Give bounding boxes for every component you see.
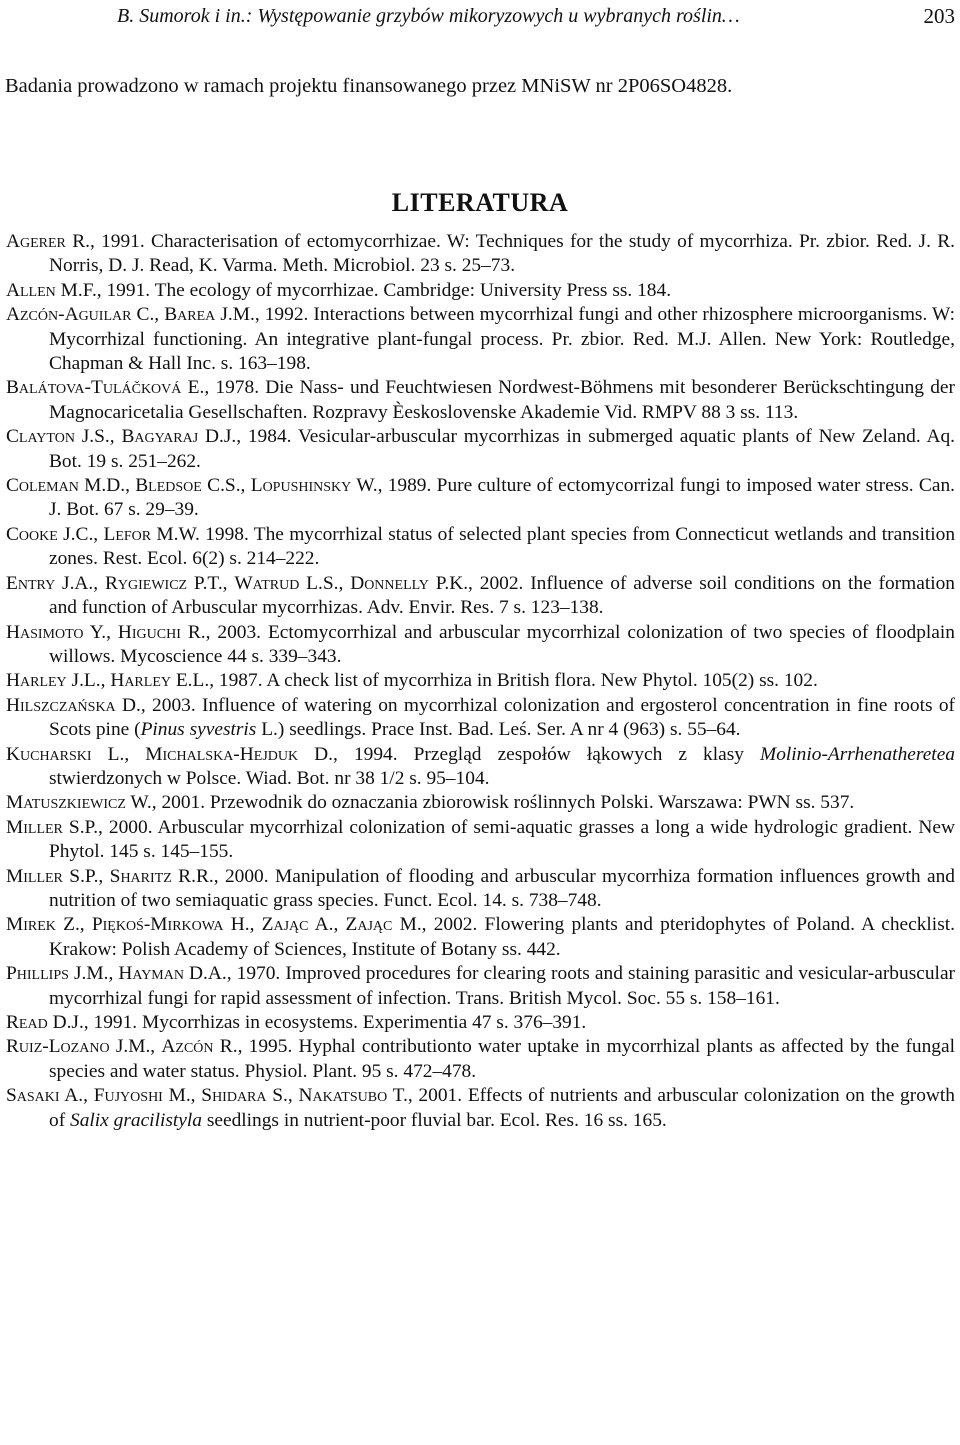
reference-entry (6, 425, 955, 474)
reference-text: R., 1995. Hyphal contributionto water uptake in mycorrhizal plants as affected by the fungal species and water status. Physiol. Plant. 95 s. 472–478. (49, 1036, 955, 1082)
reference-entry (6, 230, 955, 279)
reference-author: Harley (110, 670, 171, 692)
reference-text: J.S., (74, 426, 122, 448)
reference-text: M.W. 1998. The mycorrhizal status of selected plant species from Connecticut wetlands and transition zones. Rest. Ecol. 6(2) s. 214–222. (49, 523, 956, 570)
reference-entry (6, 523, 955, 572)
reference-text: Z., (55, 914, 92, 936)
reference-author: Azcón-Aguilar (6, 304, 132, 326)
reference-author: Mirek (6, 914, 56, 936)
reference-text: J.A., (55, 572, 105, 594)
reference-entry (6, 279, 955, 303)
reference-author: Fujyoshi (93, 1085, 163, 1107)
reference-text: S.P., (62, 865, 110, 887)
reference-text: J.M., (68, 963, 119, 985)
reference-text: Y., (83, 621, 118, 643)
reference-author: Miller (6, 816, 63, 838)
reference-author: Higuchi (117, 621, 181, 643)
reference-author: Nakatsubo (298, 1085, 388, 1107)
reference-text: S., (266, 1085, 299, 1107)
reference-author: Barea (164, 304, 216, 326)
reference-author: Hasimoto (6, 621, 84, 643)
reference-text: seedlings in nutrient-poor fluvial bar. Ecol. Res. 16 ss. 165. (201, 1109, 667, 1131)
reference-text: D., 2003. Influence of watering on mycorrhizal colonization and ergosterol concentration in fine roots of Scots pine ( (49, 694, 955, 741)
reference-entry (6, 1035, 955, 1084)
reference-entry (6, 474, 955, 523)
reference-species-name: Molinio-Arrhenatheretea (760, 743, 955, 765)
reference-entry (6, 791, 955, 815)
reference-entry (6, 913, 955, 962)
reference-text: M., 2002. Flowering plants and pteridophytes of Poland. A checklist. Krakow: Polish Academy of Sciences, Institute of Botany ss. 442. (49, 914, 955, 960)
reference-text: stwierdzonych w Polsce. Wiad. Bot. nr 38 1/2 s. 95–104. (49, 767, 490, 789)
reference-entry (6, 1011, 955, 1035)
reference-text: J.M., (109, 1036, 162, 1058)
reference-author: Coleman (6, 475, 79, 497)
reference-author: Phillips (6, 963, 69, 985)
running-title: B. Sumorok i in.: Występowanie grzybów mikoryzowych u wybranych roślin… (117, 5, 740, 27)
reference-text: S.P., 2000. Arbuscular mycorrhizal colonization of semi-aquatic grasses a long a wide hydrologic gradient. New Phytol. 145 s. 145–155. (49, 816, 955, 863)
reference-author: Matuszkiewicz (6, 792, 126, 814)
reference-entry (6, 1084, 955, 1133)
reference-author: Balátova-Tuláčková (6, 377, 182, 399)
reference-text: R., 1991. Characterisation of ectomycorrhizae. W: Techniques for the study of mycorrhiza. Pr. zbior. Red. J. R. Norris, D. J. Read, K. Varma. Meth. Microbiol. 23 s. 25–73. (49, 231, 955, 277)
reference-text: R.R., 2000. Manipulation of flooding and arbuscular mycorrhiza formation influences growth and nutrition of two semiaquatic grass species. Funct. Ecol. 14. s. 738–748. (49, 865, 955, 911)
reference-text: L.) seedlings. Prace Inst. Bad. Leś. Ser. A nr 4 (963) s. 55–64. (256, 719, 741, 741)
reference-entry (6, 621, 955, 670)
reference-author: Harley (6, 670, 67, 692)
reference-text: M.F., 1991. The ecology of mycorrhizae. Cambridge: University Press ss. 184. (55, 279, 672, 301)
reference-author: Read (6, 1012, 48, 1033)
reference-text: A., (59, 1085, 94, 1107)
reference-author: Lopushinsky (250, 475, 352, 497)
reference-entry (6, 865, 955, 914)
reference-author: Miller (6, 865, 63, 887)
funding-note: Badania prowadzono w ramach projektu finansowanego przez MNiSW nr 2P06SO4828. (5, 75, 733, 97)
reference-text: M.D., (78, 475, 136, 497)
reference-author: Michalska-Hejduk (145, 743, 299, 765)
reference-text: A., (308, 914, 346, 936)
reference-text: P.T., (187, 572, 235, 594)
reference-text: D.A., 1970. Improved procedures for clearing roots and staining parasitic and vesicular-arbuscular mycorrhizal fungi for rapid assessment of infection. Trans. British Mycol. Soc. 55 s. 158–161. (49, 963, 956, 1009)
reference-text: H., (223, 914, 262, 936)
reference-text: W., 2001. Przewodnik do oznaczania zbiorowisk roślinnych Polski. Warszawa: PWN ss. 537. (125, 792, 855, 814)
reference-author: Zając (261, 914, 309, 936)
reference-author: Kucharski (6, 743, 92, 765)
reference-author: Bagyaraj (121, 426, 199, 448)
reference-author: Bledsoe (135, 475, 202, 497)
reference-text: C., (131, 304, 165, 326)
reference-text: L.S., (299, 572, 351, 594)
reference-entry (6, 669, 955, 693)
section-heading: LITERATURA (391, 187, 569, 217)
reference-entry (6, 694, 955, 743)
reference-text: W., 1989. Pure culture of ectomycorrizal fungi to imposed water stress. Can. J. Bot. 67 s. 29–39. (49, 475, 956, 521)
reference-author: Rygiewicz (104, 572, 188, 594)
reference-author: Shidara (201, 1085, 267, 1107)
reference-author: Sharitz (109, 865, 172, 887)
reference-author: Donnelly (350, 572, 429, 594)
reference-text: R., 2003. Ectomycorrhizal and arbuscular mycorrhizal colonization of two species of floodplain willows. Mycoscience 44 s. 339–343. (49, 621, 955, 667)
reference-entry (6, 743, 955, 792)
running-header (117, 3, 955, 31)
reference-author: Cooke (6, 523, 58, 545)
reference-text: M., (162, 1085, 202, 1107)
reference-text: T., 2001. Effects of nutrients and arbuscular colonization on the growth of (49, 1085, 955, 1131)
reference-author: Hilszczańska (6, 694, 116, 716)
reference-species-name: Salix gracilistyla (70, 1109, 202, 1131)
reference-text: J.M., 1992. Interactions between mycorrhizal fungi and other rhizosphere microorganisms. W: Mycorrhizal functioning. An integrative plant-fungal process. Pr. zbior. Red. M.J. Allen. New York: Routledge, Chapman & Hall Inc. s. 163–198. (49, 304, 955, 375)
reference-author: Lefor (103, 523, 152, 545)
reference-list (6, 230, 955, 1133)
reference-text: P.K., 2002. Influence of adverse soil conditions on the formation and function of Arbuscular mycorrhizas. Adv. Envir. Res. 7 s. 123–138. (49, 572, 955, 619)
reference-text: J.C., (57, 523, 104, 545)
reference-text: D.J., 1984. Vesicular-arbuscular mycorrhizas in submerged aquatic plants of New Zeland. Aq. Bot. 19 s. 251–262. (49, 426, 955, 472)
reference-text: J.L., (66, 670, 111, 692)
reference-text: E., 1978. Die Nass- und Feuchtwiesen Nordwest-Böhmens mit besonderer Berückschtingung der Magnocaricetalia Gesellschaften. Rozpravy Èeskoslovenske Akademie Vid. RMPV 88 3 ss. 113. (49, 377, 955, 423)
reference-author: Azcón (161, 1036, 214, 1058)
reference-author: Entry (6, 572, 56, 594)
reference-text: C.S., (201, 475, 251, 497)
reference-text: L., (91, 743, 146, 765)
reference-species-name: Pinus syvestris (140, 719, 257, 741)
reference-author: Allen (6, 279, 56, 301)
reference-text: D., 1994. Przegląd zespołów łąkowych z klasy (298, 743, 761, 765)
reference-entry (6, 303, 955, 376)
reference-author: Sasaki (6, 1085, 60, 1107)
page-number: 203 (923, 4, 955, 28)
reference-text: D.J., 1991. Mycorrhizas in ecosystems. Experimentia 47 s. 376–391. (47, 1012, 587, 1033)
reference-author: Hayman (118, 963, 184, 985)
reference-entry (6, 376, 955, 425)
reference-author: Agerer (6, 231, 66, 252)
reference-entry (6, 962, 955, 1011)
reference-author: Piękoś-Mirkowa (91, 914, 224, 936)
reference-author: Zając (345, 914, 393, 936)
reference-text: E.L., 1987. A check list of mycorrhiza in British flora. New Phytol. 105(2) ss. 102. (170, 670, 818, 692)
reference-entry (6, 572, 955, 621)
reference-entry (6, 816, 955, 865)
reference-author: Clayton (6, 426, 75, 448)
reference-author: Watrud (234, 572, 300, 594)
reference-author: Ruiz-Lozano (6, 1036, 110, 1058)
